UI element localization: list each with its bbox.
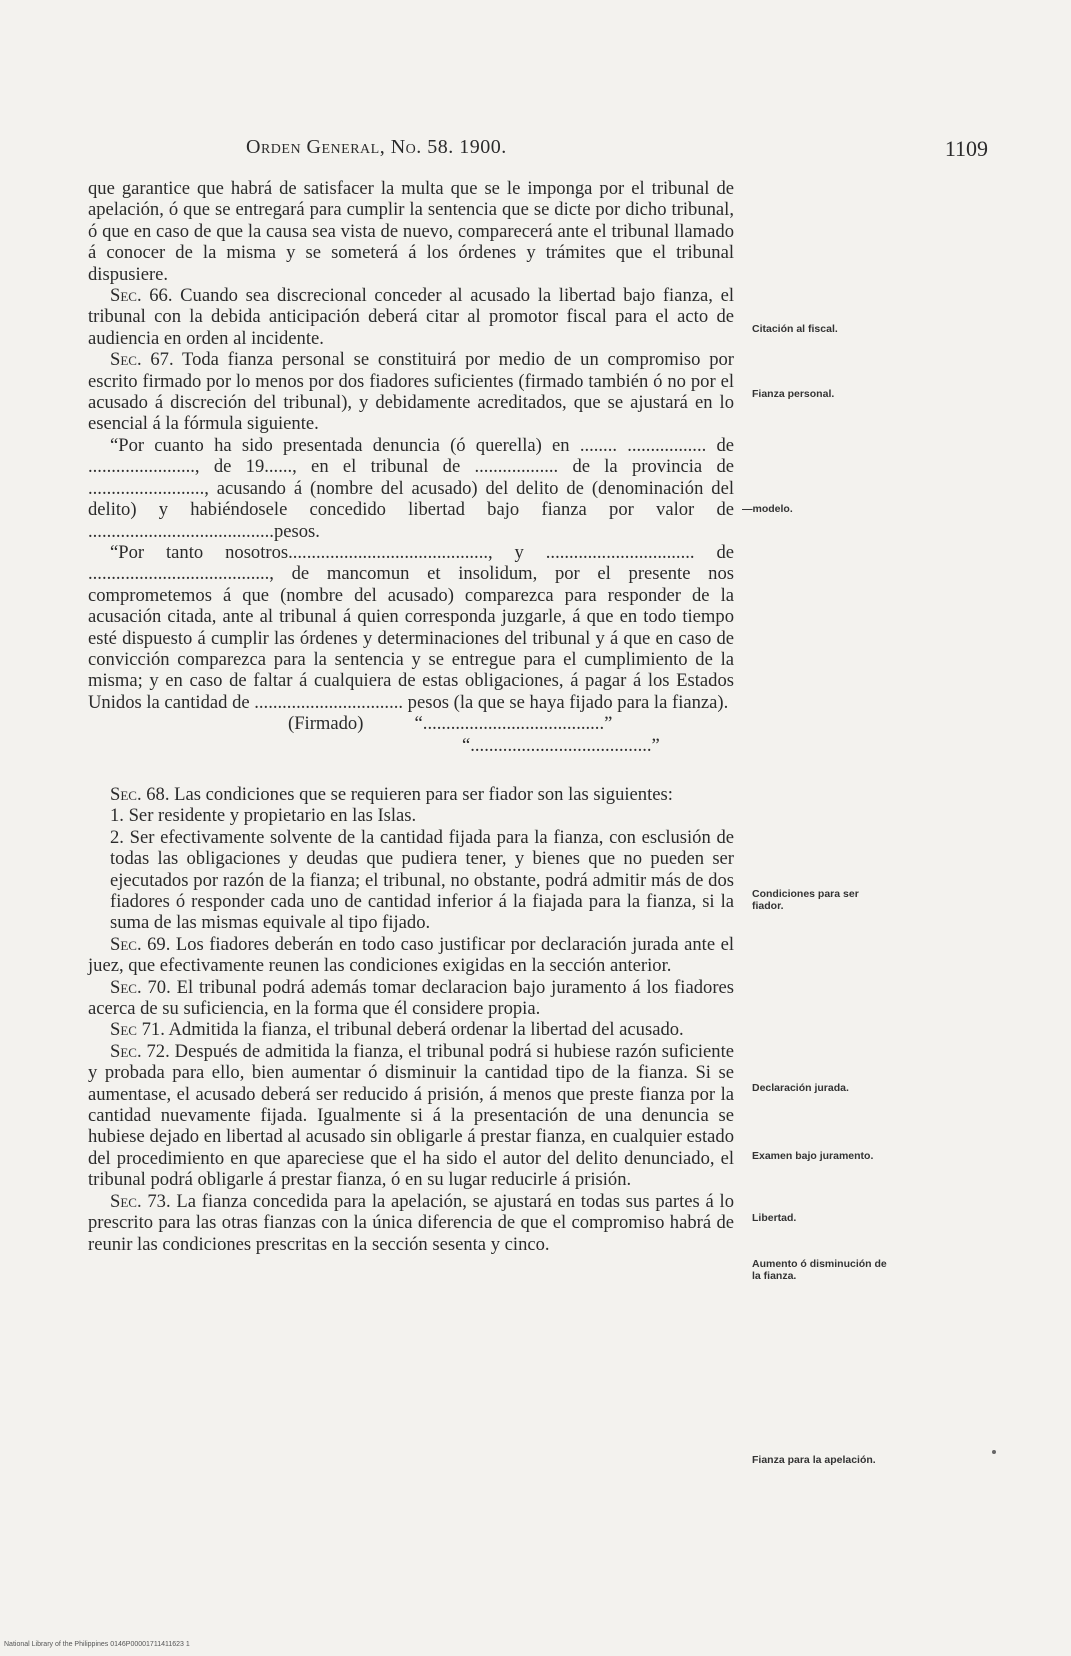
section-number: Sec. 69. <box>110 933 171 955</box>
form-paragraph-2: “Por tanto nosotros..........................................., y ................................ de ......................................., de mancomun et insolidum, por el presente nos comprometemos á que (nombre del acusado) comparezca para responder de la acusación citada, ante al tribunal á quien corresponda juzgarle, á que en todo tiempo esté dispuesto á cumplir las órdenes y determinaciones del tribunal y á que en caso de convicción comparezca para la sentencia y se entregue para el cumplimiento de la misma; y en caso de faltar á cualquiera de estas obligaciones, á pagar á los Estados Unidos la cantidad de ................................ pesos (la que se haya fijado para la fianza). <box>88 541 734 713</box>
form-paragraph-1: “Por cuanto ha sido presentada denuncia (ó querella) en ........ ................. de ......................., de 19......, en el tribunal de .................. de la provincia de ........................., acusando á (nombre del acusado) del delito de (denominación del delito) y habiéndosele concedido libertad bajo fianza por valor de ........................................pesos. <box>88 434 734 542</box>
section-number: Sec. 70. <box>110 976 171 998</box>
paragraph-sec-73 <box>88 1191 734 1255</box>
section-number: Sec. 73. <box>110 1190 171 1212</box>
signature-line-2: “.......................................” <box>462 734 660 756</box>
margin-note-declaracion: Declaración jurada. <box>752 1082 849 1094</box>
paragraph-sec-68 <box>88 784 734 805</box>
spacer <box>88 756 734 784</box>
section-number: Sec. 72. <box>110 1040 170 1062</box>
paragraph-sec-67 <box>88 349 734 435</box>
signature-block <box>88 713 734 734</box>
section-text: Las condiciones que se requieren para ser fiador son las siguientes: <box>169 783 673 805</box>
scan-footer: National Library of the Philippines 0146P00001711411623 1 <box>4 1641 190 1648</box>
signed-label: (Firmado) <box>288 713 364 735</box>
body-text <box>88 178 734 1255</box>
section-number: Sec. 67. <box>110 349 174 371</box>
section-number: Sec 71. <box>110 1019 165 1041</box>
section-text: Toda fianza personal se constituirá por medio de un compromiso por escrito firmado por lo menos por dos fiadores suficientes (firmado también ó no por el acusado á discreción del tribunal), y debidamente acreditados, que se ajustará en lo esencial á la fórmula siguiente. <box>88 349 735 435</box>
paragraph-sec-71 <box>88 1019 734 1040</box>
section-number: Sec. 68. <box>110 783 170 805</box>
margin-note-condiciones: Condiciones para ser fiador. <box>752 888 859 912</box>
page-number: 1109 <box>944 136 988 161</box>
section-text: Después de admitida la fianza, el tribunal podrá si hubiese razón suficiente y probada para ello, bien aumentar ó disminuir la cantidad tipo de la fianza. Si se aumentase, el acusado deberá ser reducido á prisión, á menos que preste fianza por la cantidad nuevamente fijada. Igualmente si á la presentación de una denuncia se hubiese dejado en libertad al acusado sin obligarle á prestar fianza, en cualquier estado del procedimiento en que apareciese que el ha sido el autor del delito denunciado, el tribunal podrá obligarle á prestar fianza, ó en su lugar reducirle á prisión. <box>88 1040 734 1191</box>
margin-note-libertad: Libertad. <box>752 1212 797 1224</box>
section-text: El tribunal podrá además tomar declaracion bajo juramento á los fiadores acerca de su suficiencia, en la forma que él considere propia. <box>88 976 734 1020</box>
section-text: Los fiadores deberán en todo caso justificar por declaración jurada ante el juez, que efectivamente reunen las condiciones exigidas en la sección anterior. <box>88 933 734 977</box>
section-text: La fianza concedida para la apelación, se ajustará en todas sus partes á lo prescrito para las otras fianzas con la única diferencia de que el compromiso habrá de reunir las condiciones prescritas en la sección sesenta y cinco. <box>88 1190 734 1255</box>
paragraph-continuation: que garantice que habrá de satisfacer la multa que se le imponga por el tribunal de apelación, ó que se entregará para cumplir la sentencia que se dicte por dicho tribunal, ó que en caso de que la causa sea vista de nuevo, comparecerá ante el tribunal llamado á conocer de la misma y se someterá á los órdenes y trámites que el tribunal dispusiere. <box>88 178 734 285</box>
margin-note-aumento: Aumento ó disminución de la fianza. <box>752 1258 887 1282</box>
signature-line: “.......................................” <box>414 713 613 735</box>
list-item: 2. Ser efectivamente solvente de la cantidad fijada para la fianza, con esclusión de todas las obligaciones y deudas que pudiera tener, y bienes que no pueden ser ejecutados por razón de la fianza; el tribunal, no obstante, podrá admitir más de dos fiadores ó responder cada uno de cantidad inferior á la fiajada para la fianza, si la suma de las mismas equivale al tipo fijado. <box>110 826 734 934</box>
running-title: Orden General, No. 58. 1900. <box>246 136 507 158</box>
paragraph-sec-66 <box>88 285 734 349</box>
list-item: 1. Ser residente y propietario en las Islas. <box>110 805 417 827</box>
margin-note-fianza-apelacion: Fianza para la apelación. <box>752 1454 876 1466</box>
margin-note-modelo: —modelo. <box>742 503 793 515</box>
section-number: Sec. 66. <box>110 285 173 307</box>
paragraph-sec-69 <box>88 934 734 977</box>
margin-note-fianza-personal: Fianza personal. <box>752 388 835 400</box>
margin-note-examen: Examen bajo juramento. <box>752 1150 874 1162</box>
scan-speck <box>992 1450 996 1454</box>
section-text: Admitida la fianza, el tribunal deberá ordenar la libertad del acusado. <box>164 1019 684 1041</box>
margin-note-citacion: Citación al fiscal. <box>752 323 838 335</box>
section-text: Cuando sea discrecional conceder al acusado la libertad bajo fianza, el tribunal con la debida anticipación deberá citar al promotor fiscal para el acto de audiencia en orden al incidente. <box>88 285 734 349</box>
paragraph-sec-70 <box>88 977 734 1020</box>
page-header <box>88 136 988 166</box>
paragraph-sec-72 <box>88 1041 734 1191</box>
